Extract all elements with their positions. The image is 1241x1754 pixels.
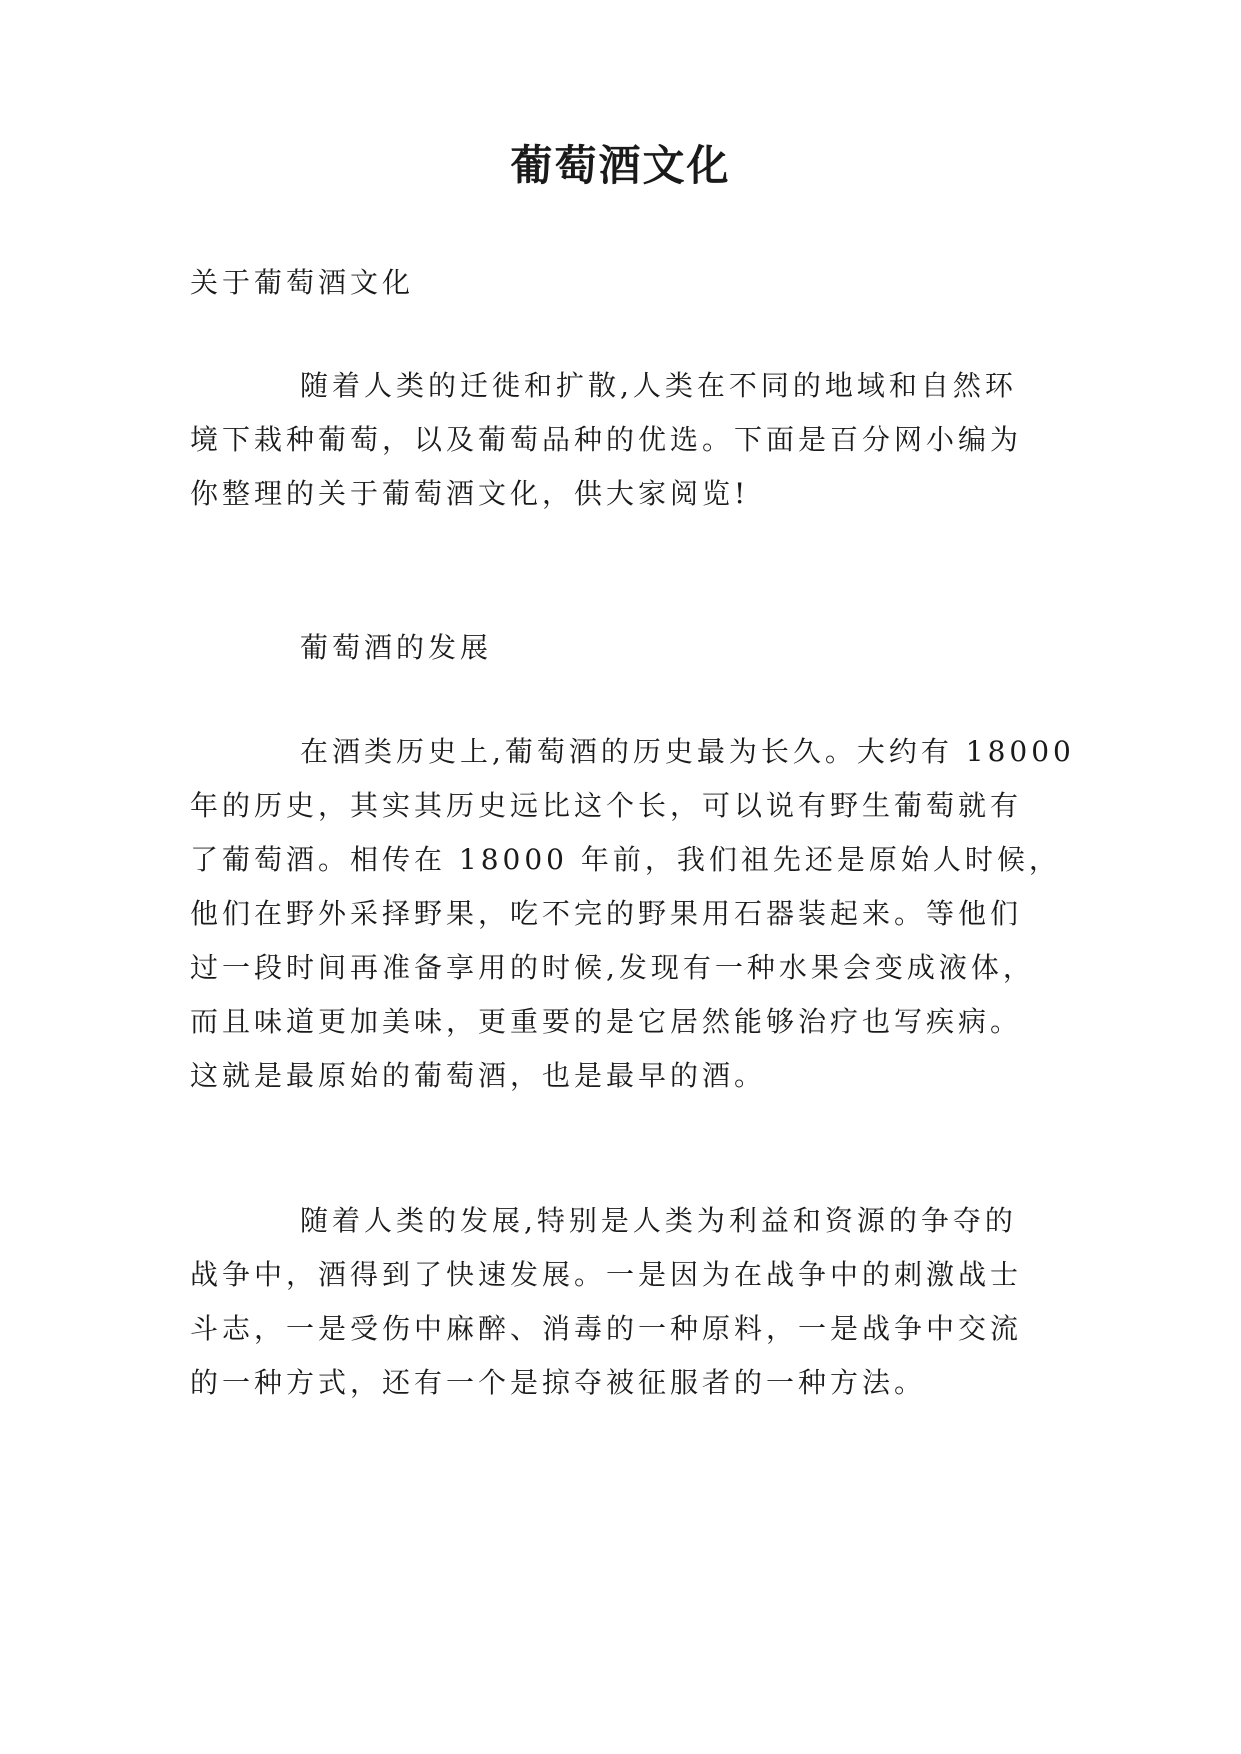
paragraph-line: 随着人类的发展,特别是人类为利益和资源的争夺的: [300, 1204, 1017, 1237]
section-heading-line: 葡萄酒的发展: [300, 631, 493, 664]
paragraph: [190, 725, 1075, 1103]
paragraph-line: 随着人类的迁徙和扩散,人类在不同的地域和自然环: [300, 369, 1017, 402]
page-title: 葡萄酒文化: [510, 141, 731, 190]
paragraph-line: 在酒类历史上,葡萄酒的历史最为长久。大约有 18000: [300, 735, 1075, 768]
paragraph: [190, 1194, 1060, 1410]
paragraph-line: 而且味道更加美味，更重要的是它居然能够治疗也写疾病。: [190, 1005, 1023, 1038]
paragraph-line: 战争中，酒得到了快速发展。一是因为在战争中的刺激战士: [190, 1258, 1023, 1291]
section-heading: [190, 621, 1060, 675]
paragraph-line: 过一段时间再准备享用的时候,发现有一种水果会变成液体，: [190, 951, 1035, 984]
paragraph-line: 境下栽种葡萄，以及葡萄品种的优选。下面是百分网小编为: [190, 423, 1023, 456]
subtitle-line: 关于葡萄酒文化: [190, 266, 415, 299]
paragraph-line: 了葡萄酒。相传在 18000 年前，我们祖先还是原始人时候，: [190, 843, 1061, 876]
paragraph-line: 斗志，一是受伤中麻醉、消毒的一种原料，一是战争中交流: [190, 1312, 1023, 1345]
paragraph: [190, 359, 1060, 521]
paragraph-line: 的一种方式，还有一个是掠夺被征服者的一种方法。: [190, 1366, 927, 1399]
paragraph-line: 年的历史，其实其历史远比这个长，可以说有野生葡萄就有: [190, 789, 1023, 822]
paragraph-line: 这就是最原始的葡萄酒，也是最早的酒。: [190, 1059, 767, 1092]
subtitle: [190, 256, 1060, 310]
paragraph-line: 他们在野外采择野果，吃不完的野果用石器装起来。等他们: [190, 897, 1023, 930]
paragraph-line: 你整理的关于葡萄酒文化，供大家阅览!: [190, 477, 750, 510]
